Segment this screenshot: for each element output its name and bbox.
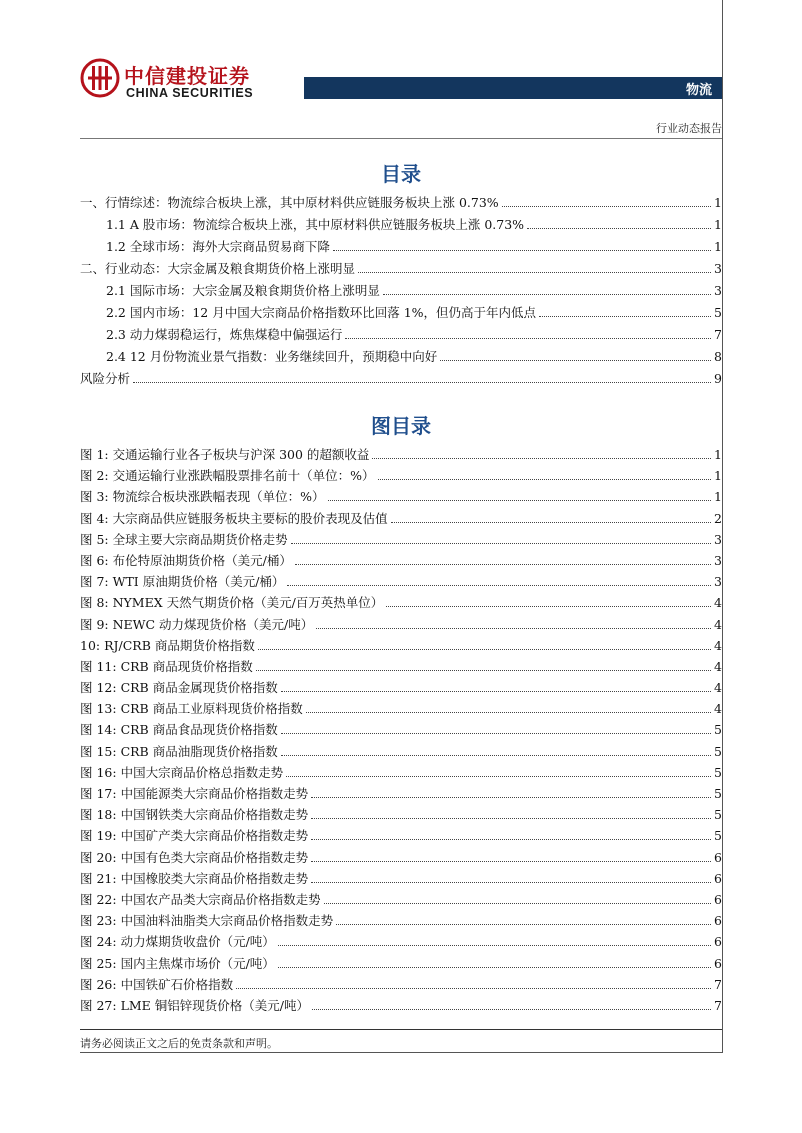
figure-entry[interactable] — [80, 618, 722, 632]
figure-entry-page: 4 — [714, 595, 722, 611]
toc-leader — [287, 585, 711, 586]
figure-entry-page: 6 — [714, 891, 722, 907]
toc-entry-page: 7 — [714, 327, 722, 342]
page-frame-bottom — [80, 1052, 722, 1053]
toc-leader — [345, 338, 711, 339]
figure-entry[interactable] — [80, 893, 722, 907]
figure-entry-page: 5 — [714, 786, 722, 801]
sector-bar — [304, 77, 722, 99]
toc-leader — [386, 606, 711, 607]
figure-entry[interactable] — [80, 575, 722, 589]
toc-entry-text: 2.3 动力煤弱稳运行，炼焦煤稳中偏强运行 — [106, 327, 343, 342]
figure-entry[interactable] — [80, 702, 722, 716]
toc-leader — [358, 272, 711, 273]
toc-leader — [236, 988, 711, 989]
toc-entry-text: 2.1 国际市场：大宗金属及粮食期货价格上涨明显 — [106, 283, 380, 298]
table-of-contents — [80, 196, 722, 394]
toc-entry-text: 2.2 国内市场：12 月中国大宗商品价格指数环比回落 1%，但仍高于年内低点 — [106, 305, 537, 320]
toc-entry[interactable] — [80, 284, 722, 298]
figure-entry[interactable] — [80, 723, 722, 737]
figure-entry-page: 5 — [714, 764, 722, 780]
toc-entry-page: 9 — [714, 371, 722, 386]
figure-entry-page: 3 — [714, 552, 722, 568]
toc-leader — [281, 691, 711, 692]
toc-entry-text: 二、行业动态：大宗金属及粮食期货价格上涨明显 — [80, 261, 356, 276]
figure-entry-text: 图 6: 布伦特原油期货价格（美元/桶） — [80, 552, 292, 568]
toc-leader — [502, 206, 711, 207]
toc-leader — [378, 479, 712, 480]
toc-leader — [258, 649, 711, 650]
figure-entry-text: 图 2: 交通运输行业涨跌幅股票排名前十（单位：%） — [80, 468, 375, 484]
figure-entry[interactable] — [80, 999, 722, 1013]
toc-leader — [316, 628, 711, 629]
toc-entry-page: 1 — [714, 195, 722, 210]
figure-entry[interactable] — [80, 829, 722, 843]
figure-entry[interactable] — [80, 957, 722, 971]
china-securities-logo-icon — [80, 58, 120, 98]
figure-entry-page: 1 — [714, 447, 722, 462]
toc-leader — [312, 1009, 711, 1010]
figure-entry[interactable] — [80, 490, 722, 504]
figure-entry[interactable] — [80, 978, 722, 992]
toc-leader — [311, 797, 711, 798]
toc-leader — [306, 712, 711, 713]
figure-entry-page: 1 — [714, 468, 722, 484]
brand-name-en: CHINA SECURITIES — [126, 86, 254, 100]
figure-entry-page: 6 — [714, 913, 722, 929]
figure-list-title: 图目录 — [371, 414, 431, 438]
figure-entry-text: 图 14: CRB 商品食品现货价格指数 — [80, 722, 278, 738]
figure-entry[interactable] — [80, 766, 722, 780]
toc-entry[interactable] — [80, 306, 722, 320]
brand-name-cn: 中信建投证券 — [124, 64, 250, 88]
figure-entry-text: 图 24: 动力煤期货收盘价（元/吨） — [80, 934, 275, 950]
toc-leader — [295, 564, 711, 565]
toc-leader — [333, 250, 711, 251]
toc-entry-page: 8 — [714, 349, 722, 364]
figure-entry-page: 3 — [714, 574, 722, 590]
toc-leader — [133, 382, 711, 383]
figure-entry-page: 3 — [714, 531, 722, 547]
toc-leader — [311, 818, 711, 819]
toc-leader — [281, 733, 711, 734]
figure-entry-text: 图 13: CRB 商品工业原料现货价格指数 — [80, 701, 303, 717]
toc-entry-text: 2.4 12 月份物流业景气指数：业务继续回升，预期稳中向好 — [106, 349, 438, 364]
figure-entry-page: 6 — [714, 955, 722, 971]
figure-entry-text: 10: RJ/CRB 商品期货价格指数 — [80, 637, 255, 653]
company-logo — [80, 58, 290, 104]
figure-list — [80, 448, 722, 1020]
sector-label: 物流 — [685, 83, 712, 98]
toc-entry[interactable] — [80, 350, 722, 364]
figure-entry[interactable] — [80, 533, 722, 547]
figure-entry-page: 4 — [714, 658, 722, 674]
figure-entry[interactable] — [80, 596, 722, 610]
toc-leader — [281, 755, 711, 756]
toc-entry-page: 1 — [714, 239, 722, 254]
figure-entry-page: 6 — [714, 934, 722, 950]
figure-entry-text: 图 19: 中国矿产类大宗商品价格指数走势 — [80, 828, 309, 844]
figure-entry-text: 图 4: 大宗商品供应链服务板块主要标的股价表现及估值 — [80, 510, 388, 526]
figure-entry-text: 图 11: CRB 商品现货价格指数 — [80, 658, 253, 674]
figure-entry-page: 5 — [714, 743, 722, 759]
figure-entry-text: 图 9: NEWC 动力煤现货价格（美元/吨） — [80, 616, 314, 632]
toc-leader — [311, 882, 711, 883]
figure-entry[interactable] — [80, 745, 722, 759]
figure-entry[interactable] — [80, 914, 722, 928]
toc-leader — [311, 839, 711, 840]
figure-entry-page: 5 — [714, 828, 722, 844]
toc-entry-text: 1.2 全球市场：海外大宗商品贸易商下降 — [106, 239, 330, 254]
toc-leader — [286, 776, 711, 777]
figure-entry-page: 5 — [714, 807, 722, 823]
disclaimer-note: 请务必阅读正文之后的免责条款和声明。 — [80, 1037, 278, 1050]
figure-entry-page: 1 — [714, 489, 722, 505]
figure-entry-text: 图 1: 交通运输行业各子板块与沪深 300 的超额收益 — [80, 447, 370, 462]
toc-entry[interactable] — [80, 262, 722, 276]
figure-entry[interactable] — [80, 872, 722, 886]
figure-entry-page: 4 — [714, 701, 722, 717]
toc-entry[interactable] — [80, 196, 722, 210]
toc-leader — [391, 522, 711, 523]
figure-entry-text: 图 8: NYMEX 天然气期货价格（美元/百万英热单位） — [80, 595, 384, 611]
toc-leader — [256, 670, 711, 671]
figure-entry-text: 图 21: 中国橡胶类大宗商品价格指数走势 — [80, 870, 309, 886]
toc-leader — [336, 924, 711, 925]
toc-entry-page: 3 — [714, 261, 722, 276]
figure-entry[interactable] — [80, 660, 722, 674]
figure-entry[interactable] — [80, 808, 722, 822]
figure-entry-text: 图 5: 全球主要大宗商品期货价格走势 — [80, 531, 288, 547]
figure-entry-text: 图 15: CRB 商品油脂现货价格指数 — [80, 743, 278, 759]
figure-entry[interactable] — [80, 851, 722, 865]
figure-entry-text: 图 25: 国内主焦煤市场价（元/吨） — [80, 955, 275, 971]
toc-entry[interactable] — [80, 372, 722, 386]
figure-entry-text: 图 22: 中国农产品类大宗商品价格指数走势 — [80, 891, 321, 907]
toc-leader — [278, 967, 711, 968]
figure-entry[interactable] — [80, 681, 722, 695]
figure-entry[interactable] — [80, 448, 722, 462]
figure-entry-page: 4 — [714, 637, 722, 653]
toc-entry-text: 1.1 A 股市场：物流综合板块上涨，其中原材料供应链服务板块上涨 0.73% — [106, 217, 525, 232]
figure-entry[interactable] — [80, 554, 722, 568]
toc-leader — [291, 543, 711, 544]
figure-entry-text: 图 16: 中国大宗商品价格总指数走势 — [80, 764, 284, 780]
figure-entry-text: 图 18: 中国钢铁类大宗商品价格指数走势 — [80, 807, 309, 823]
figure-entry-text: 图 27: LME 铜铝锌现货价格（美元/吨） — [80, 997, 309, 1013]
toc-leader — [324, 903, 711, 904]
toc-entry-text: 风险分析 — [80, 371, 131, 386]
figure-entry[interactable] — [80, 469, 722, 483]
figure-entry-page: 2 — [714, 510, 722, 526]
toc-entry[interactable] — [80, 240, 722, 254]
toc-entry-text: 一、行情综述：物流综合板块上涨，其中原材料供应链服务板块上涨 0.73% — [80, 195, 499, 210]
toc-leader — [539, 316, 711, 317]
figure-entry-text: 图 12: CRB 商品金属现货价格指数 — [80, 680, 278, 696]
toc-leader — [383, 294, 711, 295]
toc-leader — [278, 945, 711, 946]
figure-entry[interactable] — [80, 935, 722, 949]
report-type: 行业动态报告 — [656, 122, 722, 135]
toc-entry-page: 5 — [714, 305, 722, 320]
figure-entry-page: 6 — [714, 849, 722, 865]
toc-entry[interactable] — [80, 218, 722, 232]
toc-leader — [527, 228, 711, 229]
figure-entry[interactable] — [80, 639, 722, 653]
figure-entry-text: 图 26: 中国铁矿石价格指数 — [80, 976, 234, 992]
page-header — [0, 0, 802, 110]
toc-leader — [440, 360, 711, 361]
figure-entry-text: 图 17: 中国能源类大宗商品价格指数走势 — [80, 786, 309, 801]
figure-entry[interactable] — [80, 512, 722, 526]
figure-entry-page: 6 — [714, 870, 722, 886]
figure-entry-page: 4 — [714, 616, 722, 632]
footer-divider — [80, 1029, 722, 1030]
figure-entry-text: 图 7: WTI 原油期货价格（美元/桶） — [80, 574, 285, 590]
toc-leader — [328, 500, 712, 501]
toc-title: 目录 — [381, 162, 421, 186]
toc-entry-page: 1 — [714, 217, 722, 232]
header-divider — [80, 138, 722, 139]
toc-leader — [372, 458, 711, 459]
figure-entry[interactable] — [80, 787, 722, 801]
figure-entry-text: 图 23: 中国油料油脂类大宗商品价格指数走势 — [80, 913, 334, 929]
toc-leader — [311, 861, 711, 862]
figure-entry-page: 4 — [714, 680, 722, 696]
figure-entry-text: 图 3: 物流综合板块涨跌幅表现（单位：%） — [80, 489, 325, 505]
figure-entry-text: 图 20: 中国有色类大宗商品价格指数走势 — [80, 849, 309, 865]
toc-entry-page: 3 — [714, 283, 722, 298]
figure-entry-page: 5 — [714, 722, 722, 738]
toc-entry[interactable] — [80, 328, 722, 342]
figure-entry-page: 7 — [714, 976, 722, 992]
figure-entry-page: 7 — [714, 997, 722, 1013]
